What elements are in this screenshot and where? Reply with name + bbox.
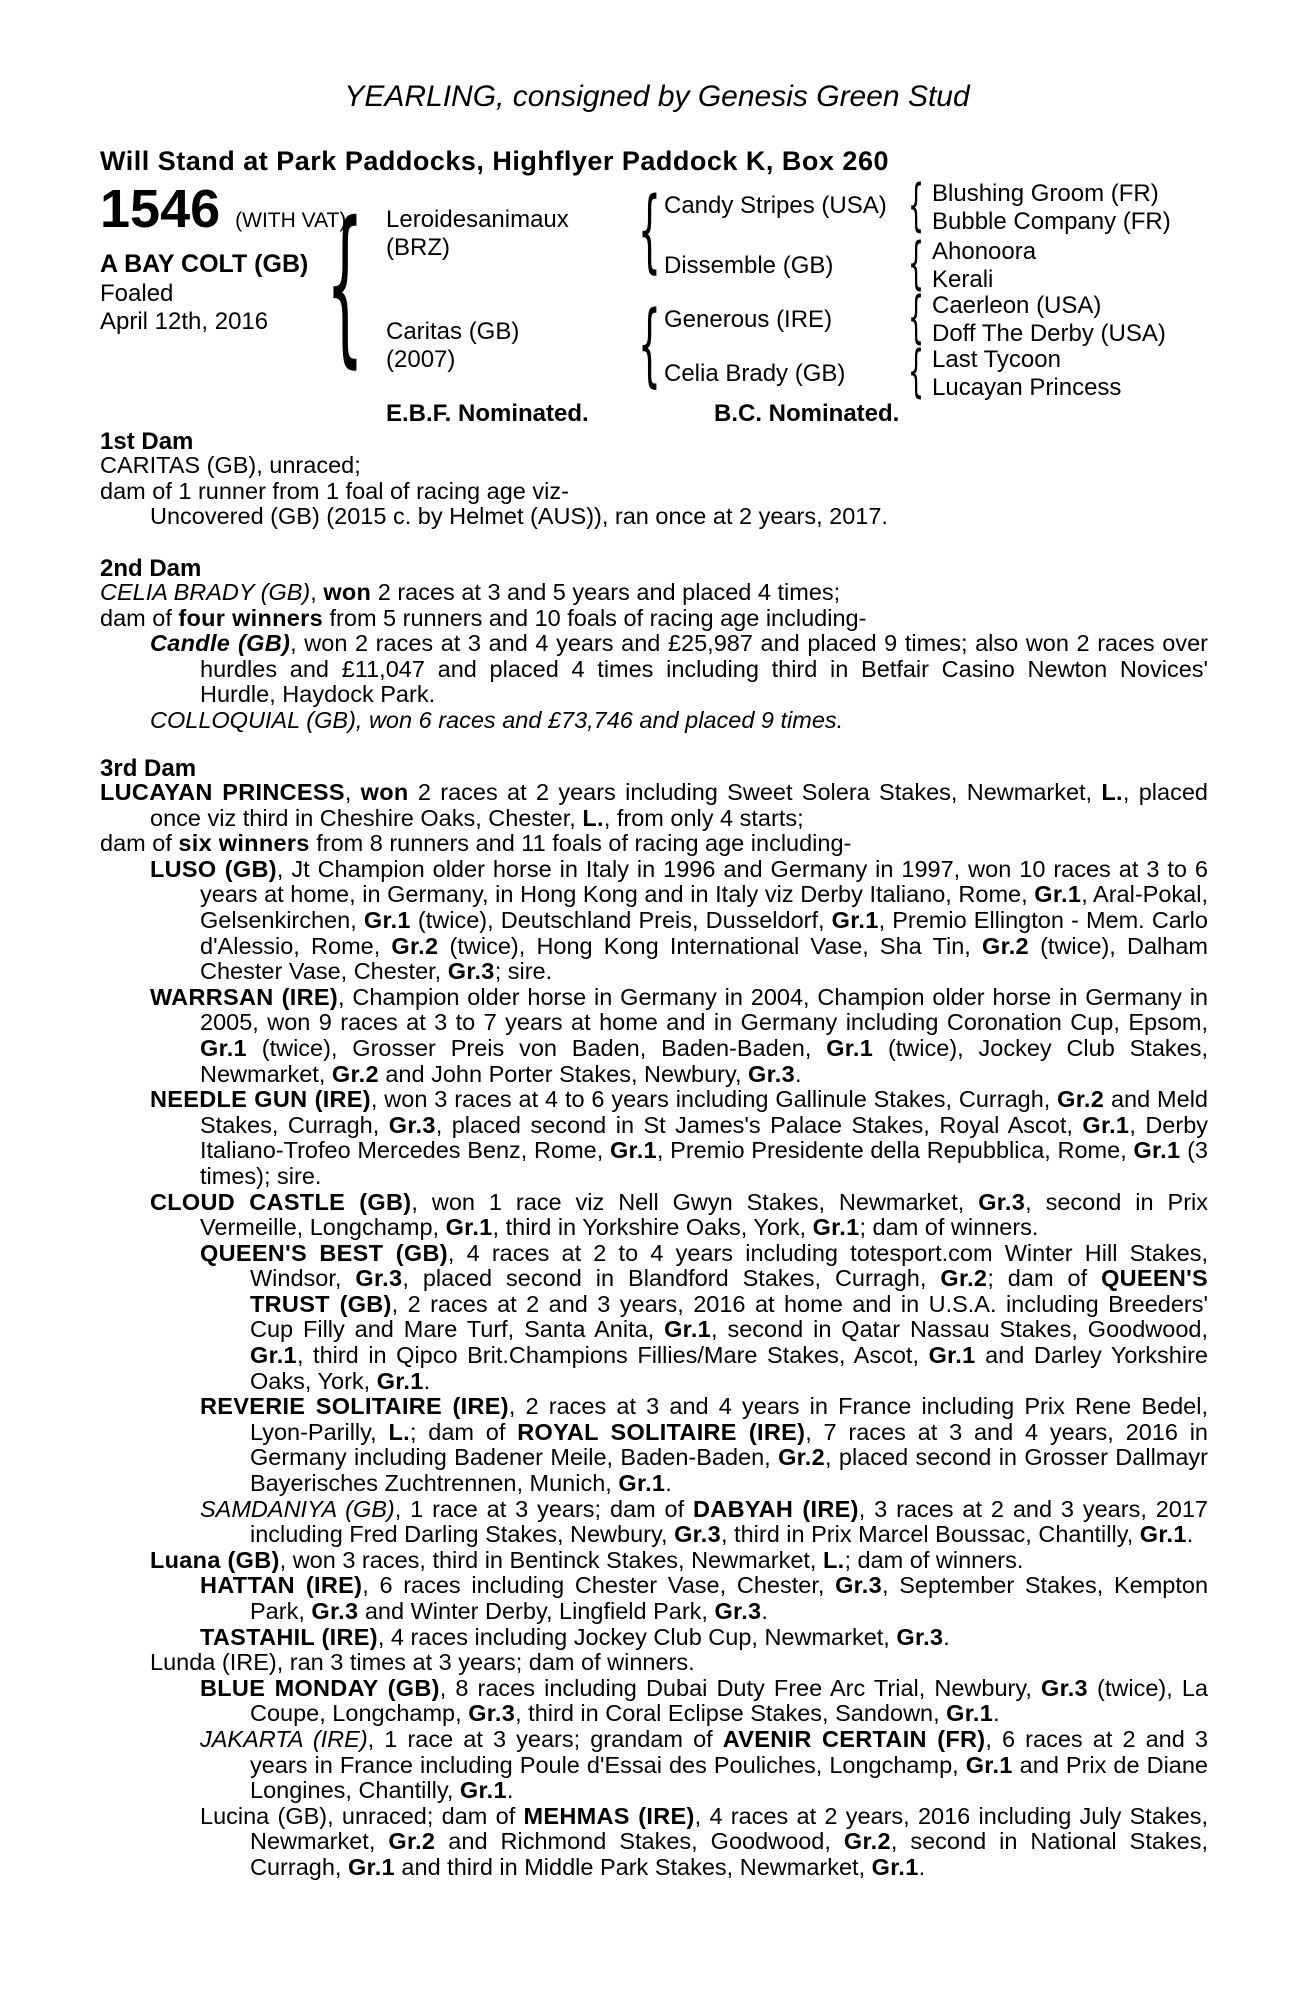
- grade: Gr.3: [355, 1265, 403, 1292]
- text: ; sire.: [494, 958, 553, 985]
- foaled-date: April 12th, 2016: [100, 308, 269, 335]
- grade: Gr.2: [778, 1444, 826, 1471]
- horse-name: QUEEN'S BEST (GB): [200, 1239, 448, 1266]
- horse-name: WARRSAN (IRE): [150, 983, 338, 1010]
- first-dam-line: dam of 1 runner from 1 foal of racing age viz-: [100, 477, 569, 504]
- text: , second in National Stakes, Curragh,: [250, 1828, 1209, 1880]
- text: .: [918, 1853, 926, 1880]
- horse-name: NEEDLE GUN (IRE): [150, 1086, 371, 1113]
- text: , placed second in St James's Palace Stakes, Royal Ascot,: [435, 1111, 1083, 1138]
- progeny-entry: [100, 1087, 1208, 1189]
- horse-name: QUEEN'S TRUST (GB): [250, 1265, 1209, 1317]
- second-dam-title: 2nd Dam: [100, 555, 202, 582]
- first-dam-section: [100, 453, 1208, 530]
- dds-name: Last Tycoon: [932, 346, 1061, 373]
- dam-name: CELIA BRADY (GB): [100, 579, 311, 605]
- grade: Gr.2: [391, 932, 439, 959]
- horse-name: MEHMAS (IRE): [523, 1802, 695, 1829]
- progeny-entry: [100, 1497, 1208, 1548]
- first-dam-line: CARITAS (GB), unraced;: [100, 452, 361, 478]
- text: and Prix de Diane Longines, Chantilly,: [250, 1751, 1208, 1804]
- progeny-entry: [100, 631, 1208, 708]
- ddd-name: Lucayan Princess: [932, 374, 1122, 401]
- dd-brace: {: [908, 339, 925, 404]
- text: .: [943, 1623, 950, 1650]
- grade: Gr.1: [812, 1214, 860, 1241]
- dam-sire: Generous (IRE): [664, 306, 833, 333]
- text: Lucina (GB), unraced; dam of: [200, 1802, 524, 1829]
- text: , third in Yorkshire Oaks, York,: [492, 1214, 813, 1241]
- ebf-nominated: E.B.F. Nominated.: [386, 400, 589, 427]
- grade: Gr.1: [250, 1342, 297, 1369]
- text: .: [1186, 1521, 1194, 1548]
- vat-label: (WITH VAT): [235, 209, 347, 232]
- text: , 8 races including Dubai Duty Free Arc Trial, Newbury,: [439, 1674, 1041, 1701]
- grade: Gr.3: [978, 1188, 1026, 1215]
- horse-name: CLOUD CASTLE (GB): [150, 1188, 412, 1215]
- text: 2 races at 3 and 5 years and placed 4 times;: [371, 579, 841, 605]
- grade: Gr.1: [826, 1034, 874, 1061]
- text: and Winter Derby, Lingfield Park,: [358, 1598, 715, 1624]
- horse-name: HATTAN (IRE): [200, 1572, 363, 1599]
- grade: Gr.1: [831, 906, 879, 933]
- first-dam-title: 1st Dam: [100, 428, 194, 455]
- progeny-entry: [100, 1676, 1208, 1727]
- grade: Gr.1: [618, 1470, 666, 1497]
- dam-name: LUCAYAN PRINCESS: [100, 779, 345, 805]
- horse-description: A BAY COLT (GB): [100, 250, 309, 278]
- progeny-entry: Lunda (IRE), ran 3 times at 3 years; dam of winners.: [150, 1649, 695, 1676]
- dss-name: Caerleon (USA): [932, 292, 1102, 319]
- sire-dam: Dissemble (GB): [664, 252, 834, 279]
- second-dam-line: [100, 606, 1208, 632]
- horse-name: TASTAHIL (IRE): [200, 1623, 378, 1650]
- text: COLLOQUIAL (GB), won 6 races and £73,746 and placed 9 times.: [150, 706, 844, 733]
- progeny-entry: [100, 985, 1208, 1087]
- text: from 8 runners and 11 foals of racing age including-: [309, 830, 852, 857]
- grade: Gr.3: [311, 1598, 359, 1624]
- grade: Gr.1: [1082, 1111, 1130, 1138]
- grade: Gr.1: [928, 1342, 976, 1369]
- horse-name: Luana (GB): [150, 1546, 280, 1573]
- text: and John Porter Stakes, Newbury,: [378, 1060, 749, 1087]
- text: , second in Prix Vermeille, Longchamp,: [200, 1188, 1208, 1241]
- grade: Gr.3: [896, 1623, 944, 1650]
- grade: Gr.1: [946, 1700, 994, 1727]
- grade: Gr.1: [347, 1853, 395, 1880]
- text: , 7 races at 3 and 4 years, 2016 in Germany including Badener Meile, Baden-Baden,: [250, 1418, 1208, 1471]
- grade: Gr.1: [376, 1367, 424, 1394]
- horse-name: LUSO (GB): [150, 855, 277, 882]
- sd-brace: {: [908, 231, 925, 296]
- ssd-name: Bubble Company (FR): [932, 208, 1171, 235]
- third-dam-title: 3rd Dam: [100, 755, 197, 782]
- text: , Aral-Pokal, Gelsenkirchen,: [200, 881, 1208, 933]
- grade: Gr.1: [363, 906, 411, 933]
- pedigree-brace: {: [326, 186, 364, 384]
- grade: Gr.1: [1139, 1521, 1187, 1548]
- second-dam-section: [100, 580, 1208, 734]
- grade: L.: [582, 804, 604, 831]
- text: , 1 race at 3 years; dam of: [394, 1495, 694, 1522]
- horse-name: ROYAL SOLITAIRE (IRE): [517, 1418, 806, 1445]
- dam-year: (2007): [386, 346, 456, 373]
- text: , Champion older horse in Germany in 2004, Champion older horse in Germany in 2005, won 9 races at 3 to 7 years at home and in Germany including Coronation Cup, Epsom,: [200, 983, 1208, 1036]
- text: , third in Prix Marcel Boussac, Chantilly,: [721, 1521, 1140, 1548]
- sds-name: Ahonoora: [932, 238, 1037, 265]
- stand-location: Will Stand at Park Paddocks, Highflyer Paddock K, Box 260: [100, 146, 889, 176]
- text: dam of: [100, 604, 179, 631]
- text: .: [794, 1060, 802, 1087]
- third-dam-section: [100, 780, 1208, 1881]
- grade: Gr.1: [664, 1316, 712, 1343]
- lot-number: [100, 179, 347, 239]
- foaled-info: [100, 280, 268, 336]
- text: .: [665, 1470, 672, 1497]
- text: , placed once viz third in Cheshire Oaks, Chester,: [150, 779, 1208, 831]
- text: , Premio Presidente della Repubblica, Rome,: [656, 1137, 1134, 1164]
- grade: Gr.2: [1057, 1086, 1105, 1113]
- first-dam-line: Uncovered (GB) (2015 c. by Helmet (AUS)), ran once at 2 years, 2017.: [150, 503, 888, 530]
- horse-name: DABYAH (IRE): [693, 1495, 859, 1522]
- winners-count: six winners: [178, 830, 310, 857]
- text: , won 3 races, third in Bentinck Stakes, Newmarket,: [279, 1546, 823, 1573]
- text: , 1 race at 3 years; grandam of: [367, 1725, 723, 1752]
- text: and Meld Stakes, Curragh,: [200, 1086, 1208, 1138]
- won-label: won: [323, 579, 372, 605]
- text: .: [423, 1367, 431, 1394]
- text: and Darley Yorkshire Oaks, York,: [250, 1342, 1208, 1394]
- grade: Gr.3: [674, 1521, 721, 1548]
- text: , Derby Italiano-Trofeo Mercedes Benz, Rome,: [200, 1111, 1209, 1164]
- text: , 6 races including Chester Vase, Chester,: [362, 1572, 836, 1599]
- grade: Gr.3: [748, 1060, 795, 1087]
- text: ; dam of winners.: [859, 1214, 1039, 1241]
- progeny-entry: [100, 1394, 1208, 1496]
- text: , won 1 race viz Nell Gwyn Stakes, Newmarket,: [411, 1188, 979, 1215]
- text: ; dam of: [409, 1418, 518, 1445]
- text: , 3 races at 2 and 3 years, 2017 including Fred Darling Stakes, Newbury,: [250, 1495, 1209, 1548]
- grade: Gr.1: [1133, 1137, 1181, 1164]
- ss-brace: {: [908, 173, 925, 238]
- grade: Gr.1: [200, 1034, 247, 1061]
- progeny-entry: [100, 857, 1208, 985]
- text: (twice), Jockey Club Stakes, Newmarket,: [200, 1034, 1208, 1087]
- progeny-entry: [100, 1548, 1208, 1574]
- text: , won 2 races at 3 and 4 years and £25,987 and placed 9 times; also won 2 races over hurdles and £11,047 and placed 4 times including third in Betfair Casino Newton Novices' Hurdle, Haydock Park.: [200, 630, 1208, 708]
- text: , 4 races at 2 to 4 years including totesport.com Winter Hill Stakes, Windsor,: [250, 1239, 1208, 1292]
- text: and third in Middle Park Stakes, Newmarket,: [394, 1853, 872, 1880]
- text: , September Stakes, Kempton Park,: [250, 1572, 1209, 1624]
- text: (twice), Dalham Chester Vase, Chester,: [200, 932, 1208, 985]
- horse-name: REVERIE SOLITAIRE (IRE): [200, 1393, 509, 1420]
- ds-brace: {: [908, 285, 925, 350]
- text: , 4 races at 2 years, 2016 including July Stakes, Newmarket,: [250, 1802, 1208, 1855]
- grade: Gr.2: [940, 1265, 988, 1292]
- third-dam-intro: LUCAYAN PRINCESS, won 2 races at 2 years including Sweet Solera Stakes, Newmarket, L., placed once viz third in Cheshire Oaks, Chester, L., from only 4 starts;: [100, 779, 1208, 831]
- grade: Gr.3: [388, 1111, 436, 1138]
- text: , Jt Champion older horse in Italy in 1996 and Germany in 1997, won 10 races at 3 to 6 years at home, in Germany, in Hong Kong and in Italy viz Derby Italiano, Rome,: [200, 855, 1208, 908]
- text: , placed second in Blandford Stakes, Curragh,: [402, 1265, 941, 1292]
- page-header: YEARLING, consigned by Genesis Green Stud: [344, 80, 970, 113]
- sire-name: Leroidesanimaux: [386, 206, 569, 233]
- text: (twice), Grosser Preis von Baden, Baden-Baden,: [246, 1034, 827, 1061]
- sss-name: Blushing Groom (FR): [932, 180, 1159, 207]
- sire-brace: {: [638, 178, 661, 283]
- grade: Gr.1: [445, 1214, 493, 1241]
- progeny-entry: [100, 1804, 1208, 1881]
- bc-nominated: B.C. Nominated.: [714, 400, 900, 427]
- text: from 5 runners and 10 foals of racing age including-: [323, 604, 867, 631]
- text: , 2 races at 2 and 3 years, 2016 at home and in U.S.A. including Breeders' Cup Filly and Mare Turf, Santa Anita,: [250, 1290, 1208, 1343]
- grade: Gr.1: [871, 1853, 919, 1880]
- grade: L.: [388, 1418, 410, 1445]
- winners-count: four winners: [178, 604, 323, 631]
- grade: Gr.1: [1034, 881, 1082, 908]
- progeny-entry: [100, 1625, 1208, 1651]
- text: .: [993, 1700, 1000, 1727]
- grade: Gr.2: [981, 932, 1029, 959]
- won-label: won: [360, 779, 409, 805]
- dam-name: Caritas (GB): [386, 318, 520, 345]
- dam-brace: {: [638, 292, 661, 397]
- grade: L.: [1101, 779, 1123, 805]
- text: .: [761, 1598, 768, 1624]
- grade: Gr.1: [965, 1751, 1013, 1778]
- text: (twice), Deutschland Preis, Dusseldorf,: [410, 906, 832, 933]
- sire-sire: Candy Stripes (USA): [664, 192, 887, 219]
- lot-number-value: 1546: [100, 179, 221, 239]
- text: (3 times); sire.: [200, 1137, 1208, 1189]
- text: ; dam of winners.: [844, 1546, 1024, 1573]
- text: , from only 4 starts;: [603, 804, 804, 831]
- text: and Richmond Stakes, Goodwood,: [435, 1828, 844, 1855]
- dsd-name: Doff The Derby (USA): [932, 320, 1166, 347]
- grade: Gr.3: [447, 958, 495, 985]
- sire-country: (BRZ): [386, 234, 450, 261]
- grade: Gr.2: [388, 1828, 436, 1855]
- grade: L.: [822, 1546, 845, 1573]
- grade: Gr.2: [843, 1828, 891, 1855]
- horse-name: JAKARTA (IRE): [200, 1725, 368, 1752]
- text: (twice), La Coupe, Longchamp,: [250, 1674, 1208, 1727]
- grade: Gr.2: [331, 1060, 379, 1087]
- progeny-entry: [100, 1190, 1208, 1241]
- text: , 4 races including Jockey Club Cup, Newmarket,: [377, 1623, 897, 1650]
- third-dam-line: [100, 831, 1208, 857]
- text: , 2 races at 3 and 4 years in France including Prix Rene Bedel, Lyon-Parilly,: [250, 1393, 1208, 1445]
- text: 2 races at 2 years including Sweet Solera Stakes, Newmarket,: [408, 779, 1102, 805]
- text: .: [506, 1777, 514, 1804]
- text: ; dam of: [987, 1265, 1102, 1292]
- text: , third in Coral Eclipse Stakes, Sandown,: [515, 1700, 947, 1727]
- grade: Gr.1: [609, 1137, 657, 1164]
- horse-name: BLUE MONDAY (GB): [200, 1674, 440, 1701]
- progeny-entry: [100, 708, 1208, 734]
- text: , second in Qatar Nassau Stakes, Goodwood,: [711, 1316, 1208, 1343]
- grade: Gr.3: [714, 1598, 762, 1624]
- text: , 6 races at 2 and 3 years in France including Poule d'Essai des Pouliches, Longchamp,: [250, 1725, 1208, 1778]
- progeny-entry: [100, 1241, 1208, 1395]
- second-dam-line: CELIA BRADY (GB), won 2 races at 3 and 5 years and placed 4 times;: [100, 579, 841, 605]
- progeny-entry: [100, 1727, 1208, 1804]
- horse-name: SAMDANIYA (GB): [200, 1495, 395, 1522]
- dam-dam: Celia Brady (GB): [664, 360, 846, 387]
- progeny-entry: [100, 1573, 1208, 1624]
- text: , Premio Ellington - Mem. Carlo d'Alessio, Rome,: [200, 906, 1208, 959]
- text: , third in Qipco Brit.Champions Fillies/Mare Stakes, Ascot,: [296, 1342, 929, 1369]
- horse-name: Candle (GB): [150, 630, 291, 657]
- grade: Gr.3: [468, 1700, 516, 1727]
- grade: Gr.3: [835, 1572, 883, 1599]
- grade: Gr.1: [459, 1777, 507, 1804]
- horse-name: AVENIR CERTAIN (FR): [722, 1725, 986, 1752]
- text: , won 3 races at 4 to 6 years including Gallinule Stakes, Curragh,: [370, 1086, 1058, 1113]
- text: dam of: [100, 830, 179, 857]
- foaled-label: Foaled: [100, 280, 174, 307]
- grade: Gr.3: [1041, 1674, 1088, 1701]
- sdd-name: Kerali: [932, 266, 994, 293]
- text: (twice), Hong Kong International Vase, Sha Tin,: [438, 932, 982, 959]
- text: , placed second in Grosser Dallmayr Bayerisches Zuchtrennen, Munich,: [250, 1444, 1209, 1497]
